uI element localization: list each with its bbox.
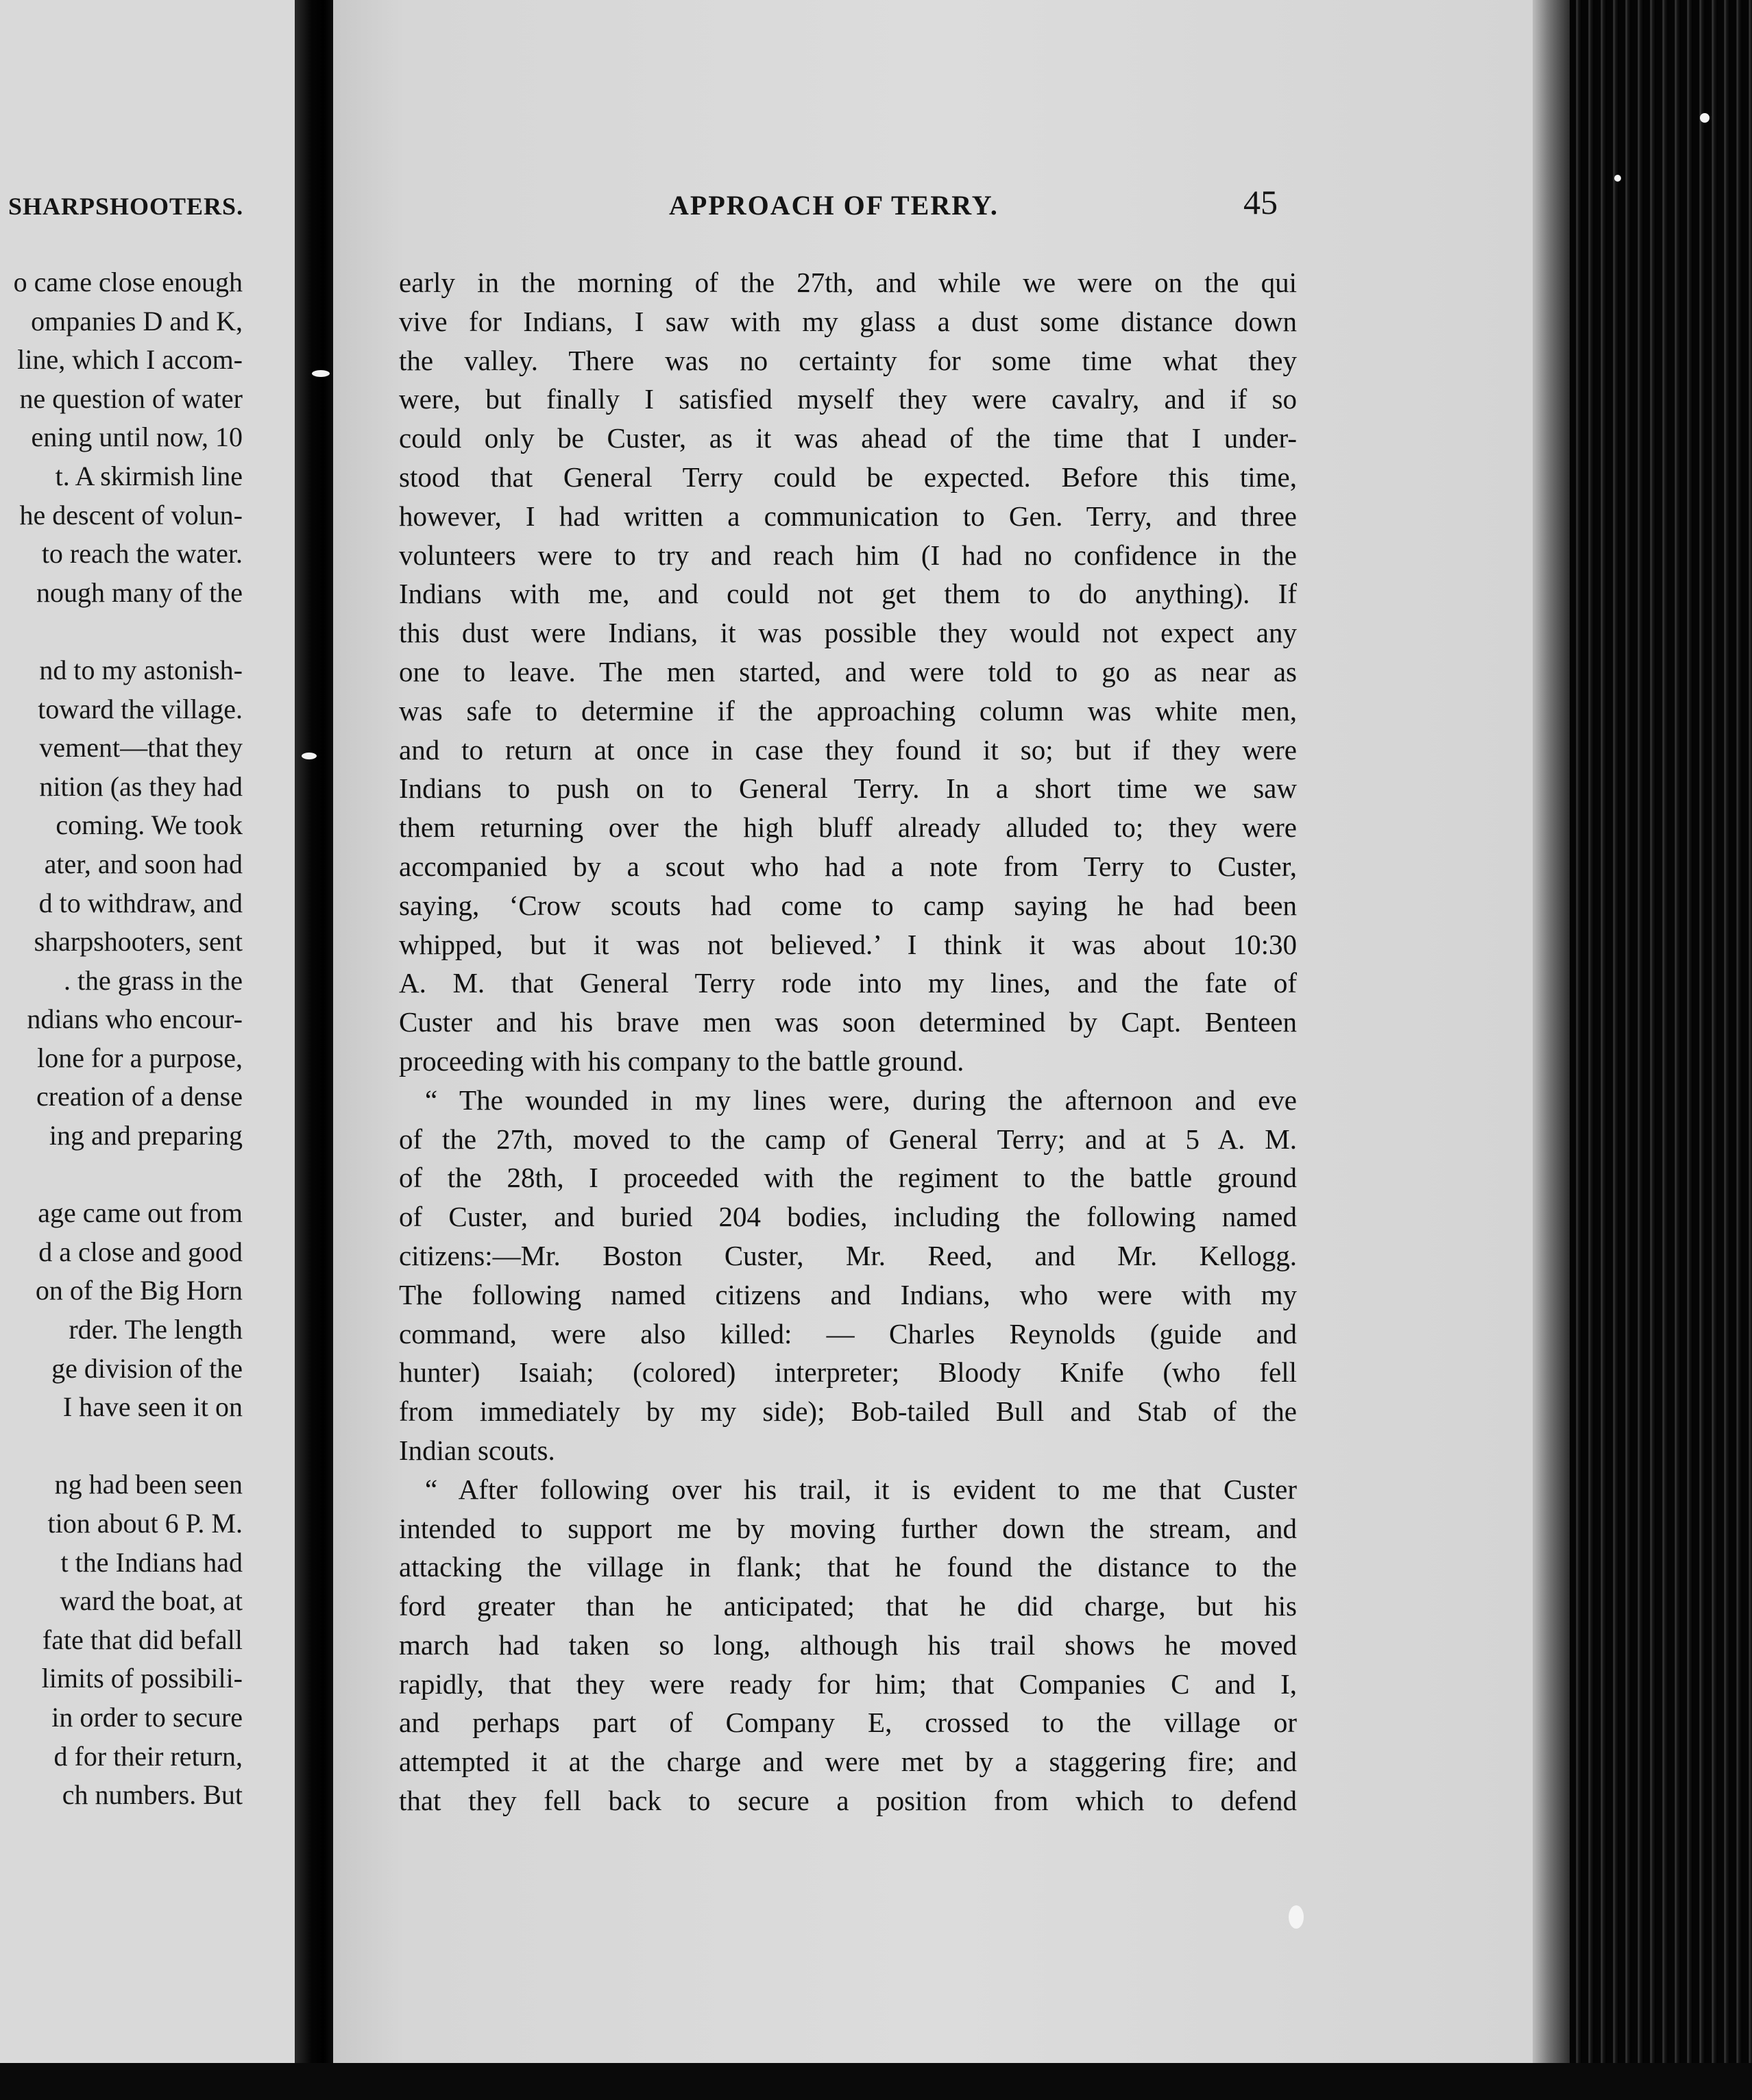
dust-speck	[1700, 113, 1710, 123]
left-page-line: vement—that they	[39, 732, 243, 764]
left-page-line: nough many of the	[36, 576, 243, 608]
left-page-line: toward the village.	[38, 693, 243, 724]
left-page-line: sharpshooters, sent	[34, 926, 243, 957]
text-line: The following named citizens and Indians, who were with my	[399, 1278, 1297, 1310]
text-line: one to leave. The men started, and were told to go as near as	[399, 655, 1297, 687]
left-page-line: rder. The length	[69, 1314, 243, 1345]
text-line: early in the morning of the 27th, and while we were on the qui	[399, 267, 1297, 298]
text-line: of the 27th, moved to the camp of General Terry; and at 5 A. M.	[399, 1123, 1297, 1155]
text-line: whipped, but it was not believed.’ I think it was about 10:30	[399, 928, 1297, 960]
text-line: attempted it at the charge and were met by a staggering fire; and	[399, 1746, 1297, 1778]
left-page-line: ater, and soon had	[44, 848, 243, 879]
text-line: “ The wounded in my lines were, during the afternoon and eve	[425, 1084, 1297, 1116]
left-page-line: ge division of the	[51, 1352, 243, 1384]
left-page-line: d for their return,	[53, 1740, 243, 1772]
text-line: Indian scouts.	[399, 1434, 555, 1466]
bottom-band	[0, 2063, 1752, 2100]
left-page-line: ng had been seen	[54, 1469, 243, 1500]
left-page-line: nition (as they had	[39, 770, 243, 802]
text-line: that they fell back to secure a position from which to defend	[399, 1785, 1297, 1817]
page-edge-shadow	[1533, 0, 1571, 2063]
page-number: 45	[1243, 183, 1278, 221]
text-line: hunter) Isaiah; (colored) interpreter; Bloody Knife (who fell	[399, 1356, 1297, 1389]
text-line: attacking the village in flank; that he found the distance to the	[399, 1551, 1297, 1583]
left-page-line: age came out from	[38, 1197, 243, 1229]
text-line: command, were also killed: — Charles Reynolds (guide and	[399, 1317, 1297, 1350]
left-page-line: lone for a purpose,	[37, 1042, 243, 1073]
left-page-line: creation of a dense	[36, 1081, 243, 1112]
left-page	[0, 0, 302, 2063]
left-page-line: ch numbers. But	[62, 1779, 243, 1811]
text-line: “ After following over his trail, it is evident to me that Custer	[425, 1473, 1297, 1505]
text-line: citizens:—Mr. Boston Custer, Mr. Reed, and Mr. Kellogg.	[399, 1239, 1297, 1271]
left-page-line: d to withdraw, and	[38, 887, 243, 918]
left-page-line: ompanies D and K,	[31, 305, 243, 337]
left-page-line: ne question of water	[19, 382, 243, 414]
text-line: saying, ‘Crow scouts had come to camp saying he had been	[399, 889, 1297, 921]
text-line: of Custer, and buried 204 bodies, including the following named	[399, 1201, 1297, 1233]
running-head: APPROACH OF TERRY.	[669, 190, 999, 221]
text-line: intended to support me by moving further down the stream, and	[399, 1512, 1297, 1544]
left-page-line	[0, 612, 243, 651]
left-page-line: on of the Big Horn	[35, 1275, 243, 1306]
text-line: could only be Custer, as it was ahead of the time that I under-	[399, 422, 1297, 454]
left-page-text	[0, 263, 243, 1815]
text-line: however, I had written a communication to Gen. Terry, and three	[399, 500, 1297, 532]
text-line: Custer and his brave men was soon determined by Capt. Benteen	[399, 1006, 1297, 1038]
left-page-line: ward the boat, at	[60, 1585, 243, 1617]
dust-speck	[1289, 1905, 1304, 1929]
main-page	[333, 0, 1540, 2063]
text-line: from immediately by my side); Bob-tailed Bull and Stab of the	[399, 1395, 1297, 1428]
text-line: and perhaps part of Company E, crossed to the village or	[399, 1707, 1297, 1739]
left-running-head: SHARPSHOOTERS.	[8, 193, 244, 220]
left-page-line: t. A skirmish line	[55, 460, 243, 491]
left-page-line: . the grass in the	[63, 964, 243, 996]
dust-speck	[1614, 175, 1621, 182]
left-page-line: in order to secure	[51, 1701, 243, 1733]
text-line: march had taken so long, although his trail shows he moved	[399, 1628, 1297, 1661]
text-line: proceeding with his company to the battle ground.	[399, 1045, 964, 1077]
left-page-line: t the Indians had	[60, 1546, 243, 1578]
text-line: volunteers were to try and reach him (I had no confidence in the	[399, 539, 1297, 571]
left-page-line: o came close enough	[13, 267, 243, 297]
body-text	[399, 263, 1297, 1820]
text-line: them returning over the high bluff already alluded to; they were	[399, 811, 1297, 844]
left-page-line: ening until now, 10	[31, 422, 243, 453]
text-line: of the 28th, I proceeded with the regiment to the battle ground	[399, 1162, 1297, 1194]
left-page-line: tion about 6 P. M.	[47, 1508, 243, 1539]
left-page-line: to reach the water.	[41, 538, 243, 570]
text-line: vive for Indians, I saw with my glass a dust some distance down	[399, 305, 1297, 337]
left-page-line	[0, 1156, 243, 1195]
dust-speck	[302, 753, 317, 759]
left-page-line: nd to my astonish-	[39, 654, 243, 685]
dust-speck	[312, 370, 330, 377]
text-line: rapidly, that they were ready for him; that Companies C and I,	[399, 1668, 1297, 1700]
text-line: A. M. that General Terry rode into my lines, and the fate of	[399, 967, 1297, 999]
text-line: were, but finally I satisfied myself they were cavalry, and if so	[399, 383, 1297, 415]
text-line: Indians to push on to General Terry. In a short time we saw	[399, 772, 1297, 805]
left-page-line: line, which I accom-	[17, 344, 243, 376]
left-page-line: limits of possibili-	[41, 1663, 243, 1694]
text-line: Indians with me, and could not get them to do anything). If	[399, 578, 1297, 610]
left-page-line	[0, 1427, 243, 1466]
text-line: was safe to determine if the approaching column was white men,	[399, 694, 1297, 727]
left-page-line: I have seen it on	[62, 1391, 243, 1423]
text-line: ford greater than he anticipated; that he did charge, but his	[399, 1590, 1297, 1622]
left-page-line: fate that did befall	[42, 1624, 243, 1655]
left-page-line: coming. We took	[56, 809, 243, 841]
page-block-edges	[1570, 0, 1752, 2063]
left-page-line: ndians who encour-	[27, 1003, 243, 1035]
left-page-line: ing and preparing	[49, 1120, 243, 1151]
text-line: accompanied by a scout who had a note from Terry to Custer,	[399, 850, 1297, 882]
text-line: this dust were Indians, it was possible they would not expect any	[399, 617, 1297, 649]
text-line: the valley. There was no certainty for some time what they	[399, 344, 1297, 376]
left-page-line: he descent of volun-	[19, 499, 243, 530]
text-line: and to return at once in case they found it so; but if they were	[399, 733, 1297, 766]
text-line: stood that General Terry could be expected. Before this time,	[399, 461, 1297, 493]
left-page-line: d a close and good	[38, 1236, 243, 1267]
